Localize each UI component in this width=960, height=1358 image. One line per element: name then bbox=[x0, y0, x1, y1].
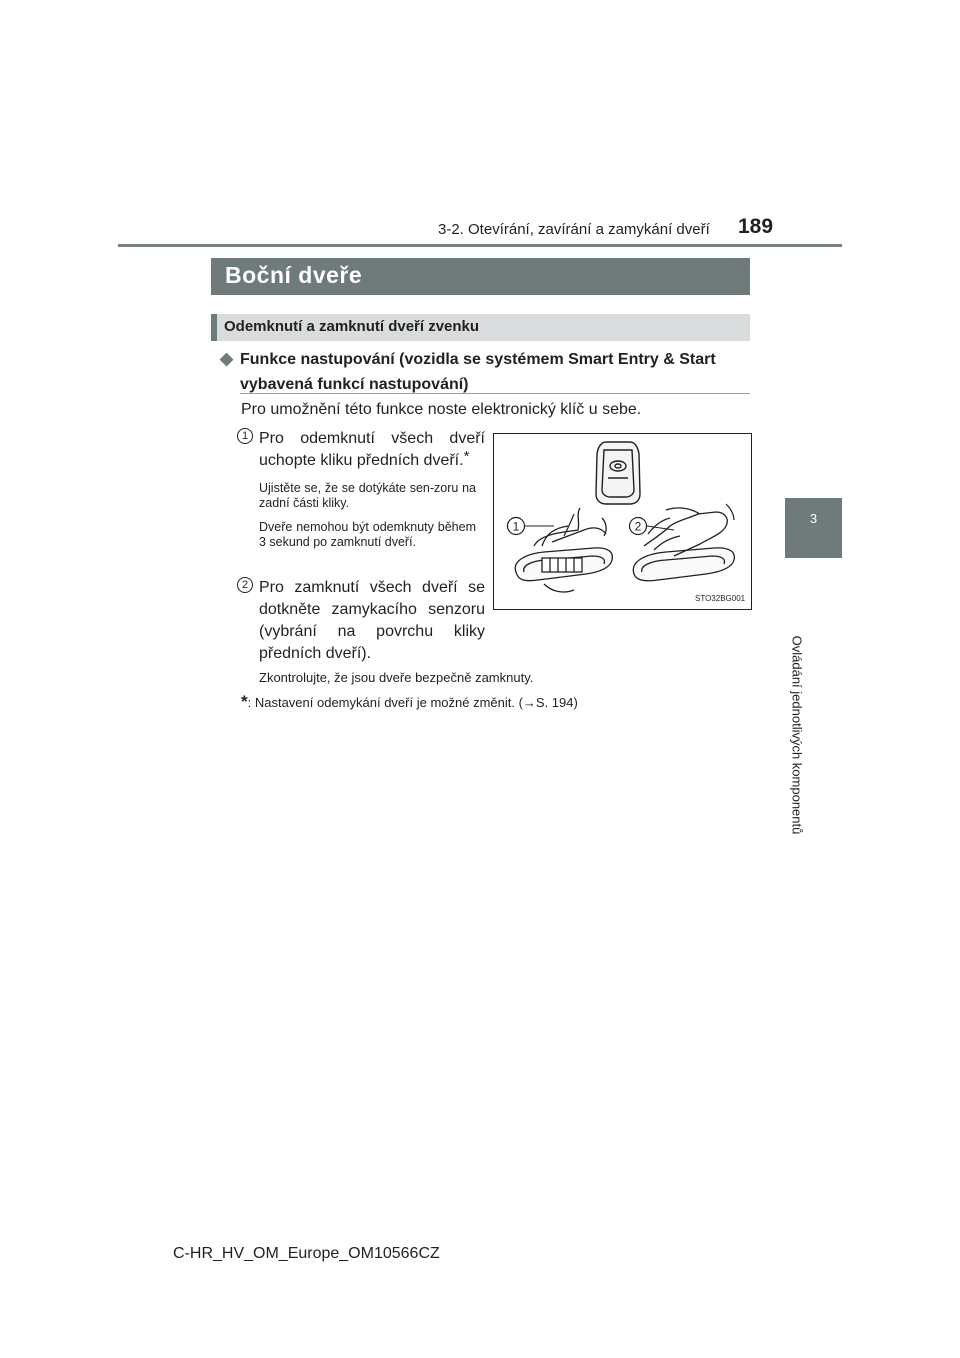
step-note: Ujistěte se, že se dotýkáte sen-zoru na zadní části kliky. bbox=[259, 481, 476, 510]
page-number: 189 bbox=[738, 215, 774, 238]
door-handle-drawing bbox=[494, 434, 751, 609]
smart-key-icon bbox=[596, 442, 640, 504]
chapter-tab-number: 3 bbox=[809, 511, 818, 526]
callout-label-1: 1 bbox=[512, 519, 520, 534]
footnote bbox=[241, 692, 578, 712]
section-title: Boční dveře bbox=[225, 262, 363, 288]
subsection-accent bbox=[211, 314, 217, 341]
figure-code: STO32BG001 bbox=[695, 594, 746, 603]
door-handle-left bbox=[512, 508, 612, 592]
chapter-heading: 3-2. Otevírání, zavírání a zamykání dveří bbox=[438, 221, 710, 238]
step-number-badge: 2 bbox=[237, 577, 253, 593]
step-text-1: Pro odemknutí všech dveří uchopte kliku předních dveří. bbox=[259, 430, 485, 469]
subsection-title: Odemknutí a zamknutí dveří zvenku bbox=[224, 318, 480, 335]
door-handle-right bbox=[633, 508, 734, 581]
document-id: C-HR_HV_OM_Europe_OM10566CZ bbox=[173, 1245, 440, 1262]
feature-heading-line2: vybavená funkcí nastupování) bbox=[240, 376, 469, 393]
step-number-badge: 1 bbox=[237, 428, 253, 444]
feature-intro: Pro umožnění této funkce noste elektronický klíč u sebe. bbox=[241, 401, 642, 418]
chapter-tab-label: Ovládání jednotlivých komponentů bbox=[789, 635, 805, 835]
feature-heading bbox=[220, 346, 750, 397]
door-handle-illustration bbox=[493, 433, 752, 610]
step-text-2: Pro zamknutí všech dveří se dotkněte zamykacího senzoru (vybrání na povrchu kliky předních dveří). bbox=[259, 579, 485, 662]
feature-divider bbox=[240, 393, 750, 394]
feature-heading-line1: Funkce nastupování (vozidla se systémem Smart Entry & Start bbox=[240, 351, 716, 368]
footnote-mark: * bbox=[463, 448, 470, 465]
diamond-bullet-icon: ◆ bbox=[220, 349, 234, 368]
footnote-mark: * bbox=[241, 692, 248, 711]
footnote-text: : Nastavení odemykání dveří je možné změnit. (→S. 194) bbox=[247, 695, 578, 710]
header-divider bbox=[118, 244, 842, 247]
step-note: Dveře nemohou být odemknuty během 3 sekund po zamknutí dveří. bbox=[259, 520, 476, 549]
step-text bbox=[259, 428, 485, 472]
callout-label-2: 2 bbox=[634, 519, 642, 534]
check-note: Zkontrolujte, že jsou dveře bezpečně zamknuty. bbox=[259, 670, 534, 685]
